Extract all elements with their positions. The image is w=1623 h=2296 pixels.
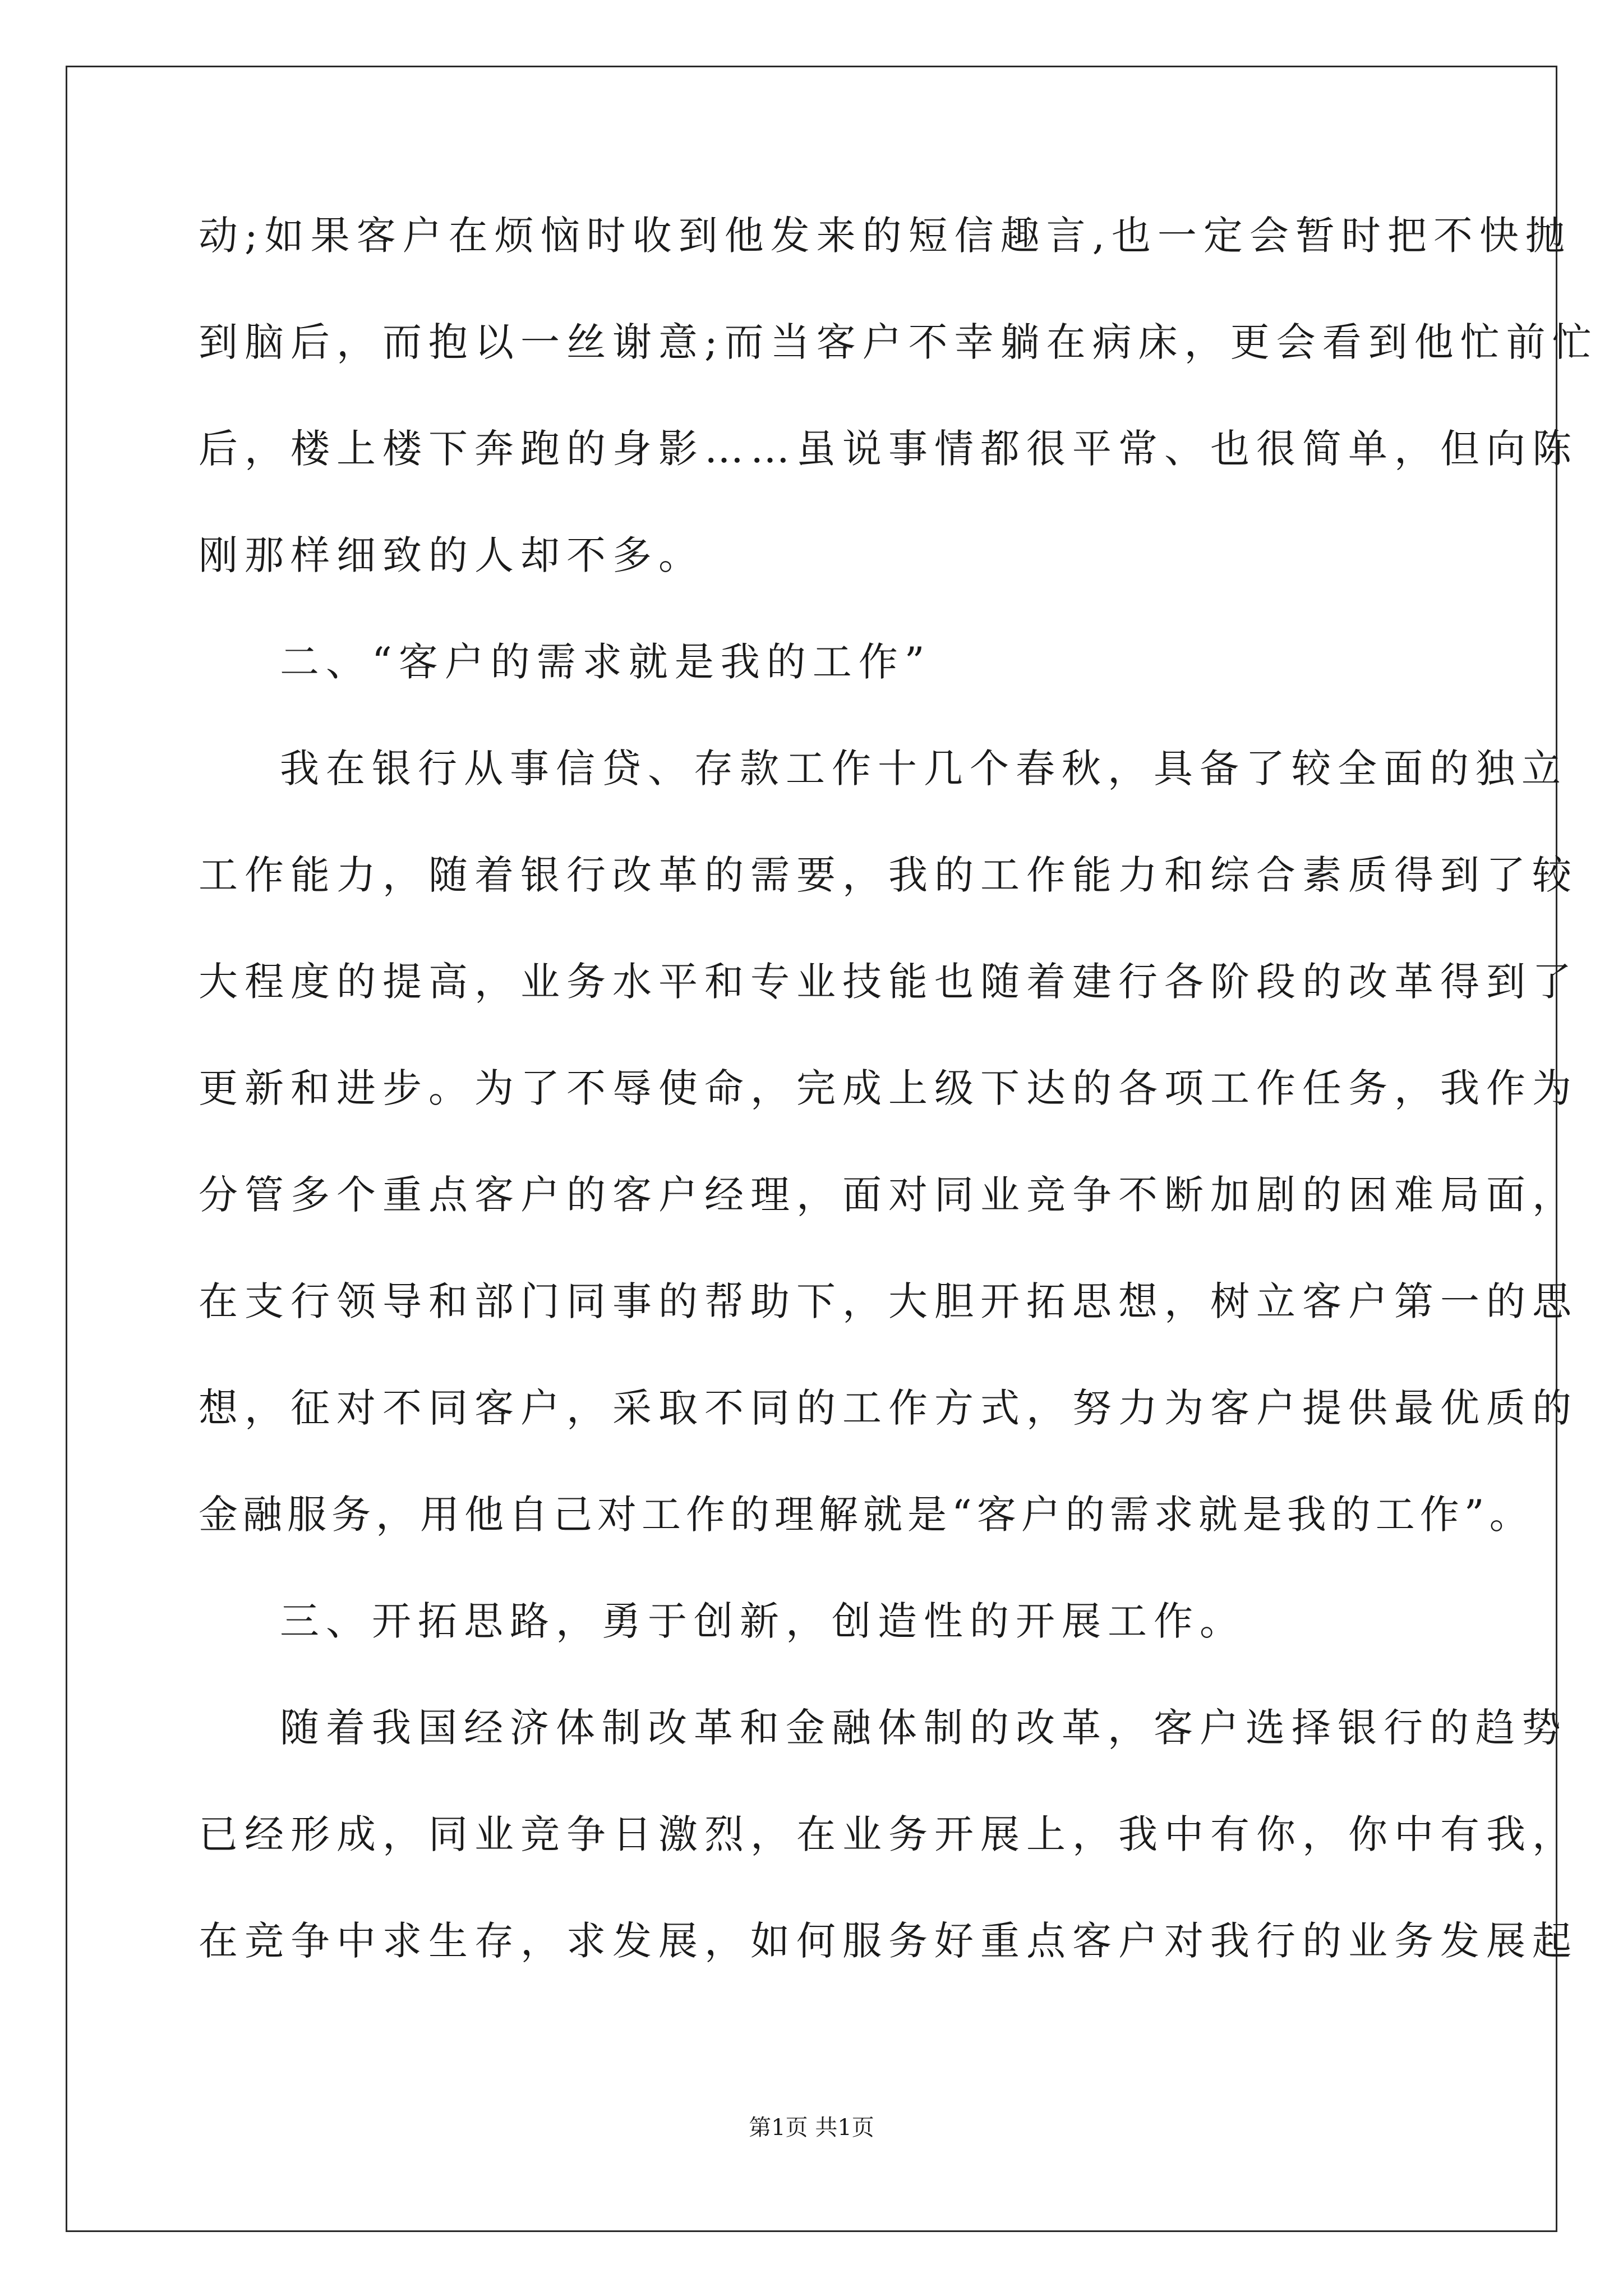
text-line: 到脑后，而抱以一丝谢意;而当客户不幸躺在病床，更会看到他忙前忙 <box>199 319 1598 365</box>
text-line: 金融服务，用他自己对工作的理解就是“客户的需求就是我的工作”。 <box>199 1492 1534 1538</box>
text-line: 在竞争中求生存，求发展，如何服务好重点客户对我行的业务发展起 <box>199 1918 1578 1964</box>
text-line: 想，征对不同客户，采取不同的工作方式，努力为客户提供最优质的 <box>199 1385 1578 1431</box>
text-line: 后，楼上楼下奔跑的身影……虽说事情都很平常、也很简单，但向陈 <box>199 426 1578 472</box>
text-line: 更新和进步。为了不辱使命，完成上级下达的各项工作任务，我作为 <box>199 1065 1578 1111</box>
section-heading: 三、开拓思路，勇于创新，创造性的开展工作。 <box>280 1598 1246 1644</box>
text-line: 工作能力，随着银行改革的需要，我的工作能力和综合素质得到了较 <box>199 852 1578 898</box>
section-heading: 二、“客户的需求就是我的工作” <box>280 639 932 685</box>
text-line: 已经形成，同业竞争日激烈，在业务开展上，我中有你，你中有我， <box>199 1811 1578 1857</box>
text-line: 在支行领导和部门同事的帮助下，大胆开拓思想，树立客户第一的思 <box>199 1278 1578 1324</box>
text-line: 大程度的提高，业务水平和专业技能也随着建行各阶段的改革得到了 <box>199 959 1578 1005</box>
paragraph-first-line: 我在银行从事信贷、存款工作十几个春秋，具备了较全面的独立 <box>280 746 1567 792</box>
text-line: 刚那样细致的人却不多。 <box>199 532 704 578</box>
text-line: 动;如果客户在烦恼时收到他发来的短信趣言,也一定会暂时把不快抛 <box>199 213 1571 259</box>
page-border <box>66 66 1557 2232</box>
paragraph-first-line: 随着我国经济体制改革和金融体制的改革，客户选择银行的趋势 <box>280 1705 1567 1751</box>
page-number: 第1页 共1页 <box>749 2115 874 2141</box>
text-line: 分管多个重点客户的客户经理，面对同业竞争不断加剧的困难局面， <box>199 1172 1578 1218</box>
